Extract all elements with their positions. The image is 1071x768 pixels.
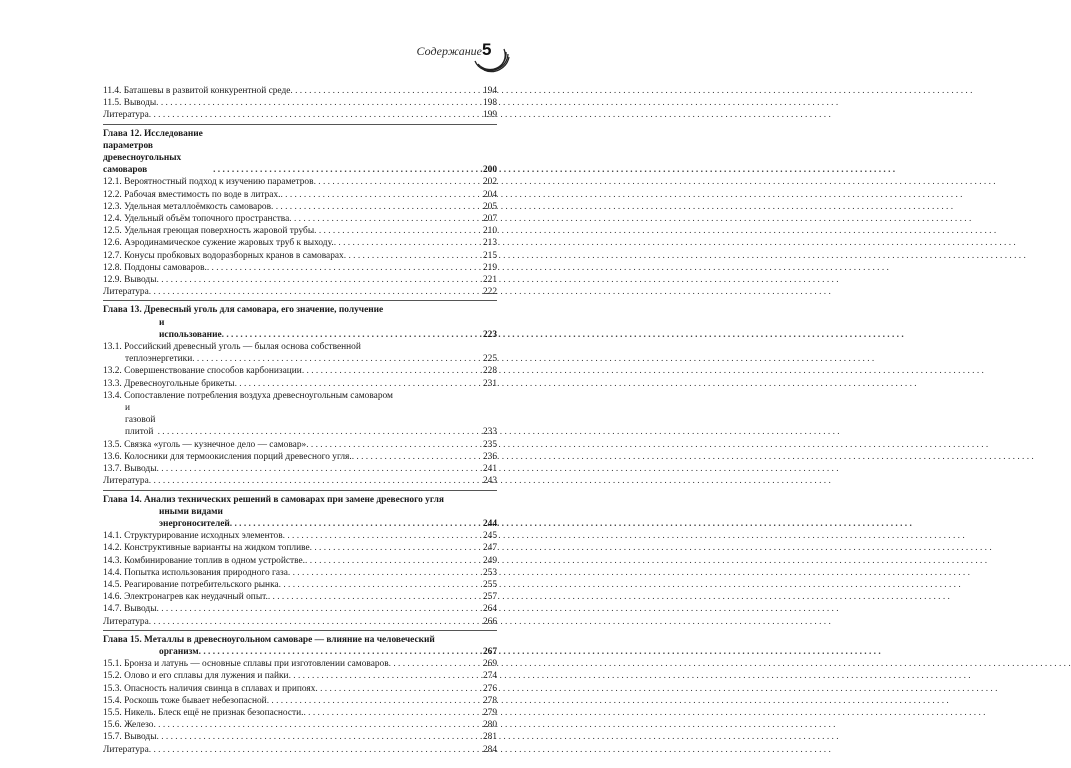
toc-entry-title: 13.7. Выводы (103, 464, 157, 475)
toc-entry-page: 215 (482, 250, 497, 261)
toc-entry-page: 199 (482, 110, 497, 121)
toc-entry[interactable] (103, 555, 497, 567)
toc-entry[interactable] (103, 286, 497, 298)
toc-leader (156, 97, 482, 109)
toc-entry-page: 247 (482, 543, 497, 554)
toc-chapter-title: Глава 12. Исследование параметров древесноугольных самоваров (103, 128, 203, 176)
toc-leader (213, 164, 482, 176)
toc-entry-title: 14.7. Выводы (103, 604, 157, 615)
toc-leader (280, 189, 481, 201)
toc-leader (222, 329, 482, 341)
chapter-divider (103, 490, 497, 491)
toc-leader (157, 274, 482, 286)
toc-entry-page: 202 (482, 177, 497, 188)
toc-entry-page: 213 (482, 238, 497, 249)
toc-leader (305, 555, 482, 567)
toc-entry[interactable] (103, 567, 497, 579)
toc-leader (192, 353, 482, 365)
toc-entry[interactable] (103, 731, 497, 743)
toc-leader (149, 475, 482, 487)
toc-entry-title: Литература (103, 616, 149, 627)
toc-leader (230, 518, 482, 530)
toc-entry-title: 13.3. Древесноугольные брикеты (103, 378, 235, 389)
chapter-divider (103, 300, 497, 301)
toc-entry-page: 257 (482, 592, 497, 603)
toc-entry-title-line1: 13.1. Российский древесный уголь — былая основа собственной (103, 342, 361, 353)
toc-entry[interactable] (103, 378, 497, 390)
toc-entry-page: 278 (482, 695, 497, 706)
toc-entry[interactable] (103, 213, 497, 225)
toc-entry[interactable] (103, 109, 497, 121)
toc-entry[interactable] (103, 707, 497, 719)
page-header (0, 0, 600, 80)
toc-entry[interactable] (103, 475, 497, 487)
toc-entry-title-line1: 13.4. Сопоставление потребления воздуха древесноугольным самоваром (103, 390, 393, 401)
toc-entry-title: Литература (103, 287, 149, 298)
toc-chapter-title-line1: Глава 13. Древесный уголь для самовара, его значение, получение (103, 305, 384, 316)
toc-entry-title: 12.8. Поддоны самоваров. (103, 262, 207, 273)
toc-entry[interactable] (103, 542, 497, 554)
toc-leader (207, 262, 482, 274)
toc-chapter-13[interactable] (103, 304, 497, 341)
toc-leader (389, 658, 482, 670)
toc-entry-title: 12.2. Рабочая вместимость по воде в литрах. (103, 189, 281, 200)
page-number-badge (470, 34, 510, 74)
toc-entry-title: 11.5. Выводы (103, 98, 157, 109)
toc-entry-title: 13.5. Связка «уголь — кузнечное дело — самовар» (103, 439, 307, 450)
toc-chapter-page: 223 (482, 329, 497, 340)
toc-leader (290, 85, 482, 97)
running-title: Содержание (416, 44, 482, 58)
toc-entry-title: Литература (103, 110, 149, 121)
toc-entry-page: 264 (482, 604, 497, 615)
toc-entry-page: 228 (482, 366, 497, 377)
toc-entry[interactable] (103, 189, 497, 201)
toc-entry-title: 15.2. Олово и его сплавы для лужения и пайки (103, 671, 289, 682)
table-of-contents (103, 85, 497, 756)
toc-entry-page: 274 (482, 671, 497, 682)
toc-entry-title: 12.5. Удельная греющая поверхность жаровой трубы (103, 226, 315, 237)
toc-leader (157, 463, 482, 475)
toc-entry-title: 12.4. Удельный объём топочного пространства (103, 214, 290, 225)
toc-leader (149, 616, 482, 628)
toc-entry[interactable] (103, 390, 497, 439)
toc-entry-title: 14.3. Комбинирование топлив в одном устройстве. (103, 555, 306, 566)
toc-leader (157, 731, 482, 743)
toc-entry[interactable] (103, 695, 497, 707)
toc-entry-page: 204 (482, 189, 497, 200)
toc-entry-page: 205 (482, 201, 497, 212)
toc-entry-title: 15.7. Выводы (103, 732, 157, 743)
toc-leader (279, 579, 482, 591)
toc-leader (157, 603, 482, 615)
toc-leader (158, 426, 482, 438)
toc-entry-page: 198 (482, 98, 497, 109)
toc-entry-page: 219 (482, 262, 497, 273)
toc-entry[interactable] (103, 658, 497, 670)
toc-entry[interactable] (103, 85, 497, 97)
toc-leader (288, 567, 482, 579)
toc-entry-title: 14.2. Конструктивные варианты на жидком топливе (103, 543, 310, 554)
toc-entry-title: 15.6. Железо (103, 720, 154, 731)
toc-entry-page: 243 (482, 476, 497, 487)
toc-chapter-title-line2: иными видами энергоносителей (159, 506, 230, 529)
toc-entry-title: 12.9. Выводы (103, 275, 157, 286)
toc-entry[interactable] (103, 262, 497, 274)
toc-entry[interactable] (103, 719, 497, 731)
toc-leader (271, 201, 482, 213)
toc-leader (344, 250, 482, 262)
toc-chapter-title-line2: и использование (159, 317, 222, 340)
toc-leader (302, 365, 482, 377)
toc-entry-page: 276 (482, 683, 497, 694)
toc-entry-title: 12.1. Вероятностный подход к изучению параметров (103, 177, 314, 188)
toc-entry-page: 269 (482, 659, 497, 670)
toc-entry-page: 284 (482, 744, 497, 755)
toc-entry-title: 11.4. Баташевы в развитой конкурентной среде (103, 86, 291, 96)
toc-entry[interactable] (103, 365, 497, 377)
toc-entry[interactable] (103, 616, 497, 628)
page-number: 5 (482, 40, 492, 59)
toc-entry[interactable] (103, 463, 497, 475)
toc-entry-page: 222 (482, 287, 497, 298)
toc-entry-page: 280 (482, 720, 497, 731)
toc-leader (149, 744, 482, 756)
toc-entry-title: 12.6. Аэродинамическое сужение жаровых труб к выходу. (103, 238, 334, 249)
toc-entry-page: 279 (482, 707, 497, 718)
toc-entry[interactable] (103, 341, 497, 365)
toc-entry[interactable] (103, 237, 497, 249)
toc-chapter-page: 200 (482, 165, 497, 176)
toc-leader (268, 591, 482, 603)
toc-chapter-15[interactable] (103, 634, 497, 658)
toc-entry-page: 249 (482, 555, 497, 566)
toc-leader (314, 176, 482, 188)
toc-entry[interactable] (103, 250, 497, 262)
toc-entry-page: 231 (482, 378, 497, 389)
toc-leader (283, 530, 482, 542)
toc-leader (235, 378, 482, 390)
toc-entry-title: 14.4. Попытка использования природного газа (103, 567, 288, 578)
toc-entry-page: 235 (482, 439, 497, 450)
toc-entry-page: 281 (482, 732, 497, 743)
toc-leader (153, 719, 481, 731)
toc-entry-title: 13.6. Колосники для термоокисления порций древесного угля. (103, 451, 352, 462)
toc-leader (289, 670, 482, 682)
toc-entry-page: 207 (482, 214, 497, 225)
toc-entry[interactable] (103, 176, 497, 188)
toc-entry[interactable] (103, 201, 497, 213)
toc-entry-title-line2: теплоэнергетики (125, 354, 193, 365)
chapter-divider (103, 124, 497, 125)
toc-entry-title: 15.5. Никель. Блеск ещё не признак безопасности. (103, 707, 304, 718)
toc-entry[interactable] (103, 591, 497, 603)
toc-leader (149, 109, 482, 121)
toc-leader (334, 237, 482, 249)
toc-entry-title: 15.4. Роскошь тоже бывает небезопасной (103, 695, 267, 706)
toc-entry-page: 245 (482, 531, 497, 542)
toc-entry-page: 221 (482, 275, 497, 286)
toc-entry-title: 13.2. Совершенствование способов карбонизации (103, 366, 302, 377)
toc-chapter-12[interactable] (103, 128, 497, 177)
toc-entry-title-line2: и газовой плитой (125, 403, 156, 438)
toc-entry-page: 210 (482, 226, 497, 237)
toc-entry-page: 253 (482, 567, 497, 578)
toc-entry[interactable] (103, 225, 497, 237)
toc-leader (267, 695, 482, 707)
toc-entry[interactable] (103, 274, 497, 286)
toc-leader (310, 542, 482, 554)
toc-leader (303, 707, 481, 719)
toc-chapter-page: 244 (482, 518, 497, 529)
toc-entry-title: 14.5. Реагирование потребительского рынка (103, 579, 279, 590)
toc-entry[interactable] (103, 439, 497, 451)
toc-entry-page: 233 (482, 427, 497, 438)
toc-entry-page: 255 (482, 579, 497, 590)
toc-leader (306, 439, 482, 451)
toc-entry-page: 194 (482, 86, 497, 96)
toc-chapter-page: 267 (482, 646, 497, 657)
toc-entry-title: 15.1. Бронза и латунь — основные сплавы при изготовлении самоваров (103, 659, 389, 670)
toc-entry[interactable] (103, 530, 497, 542)
toc-entry-title: 12.7. Конусы пробковых водоразборных кранов в самоварах (103, 250, 344, 261)
toc-chapter-title-line1: Глава 15. Металлы в древесноугольном самоваре — влияние на человеческий (103, 634, 435, 645)
toc-entry[interactable] (103, 579, 497, 591)
toc-chapter-14[interactable] (103, 494, 497, 531)
toc-entry-page: 236 (482, 451, 497, 462)
chapter-divider (103, 630, 497, 631)
toc-entry-title: 12.3. Удельная металлоёмкость самоваров (103, 201, 272, 212)
toc-chapter-title-line2: организм (159, 646, 199, 657)
toc-entry[interactable] (103, 603, 497, 615)
toc-entry-title: 14.1. Структурирование исходных элементов (103, 531, 283, 542)
toc-entry-title: Литература (103, 476, 149, 487)
toc-entry-page: 241 (482, 464, 497, 475)
toc-entry[interactable] (103, 451, 497, 463)
toc-leader (199, 646, 482, 658)
toc-leader (352, 451, 482, 463)
toc-entry[interactable] (103, 683, 497, 695)
toc-entry-title: 15.3. Опасность наличия свинца в сплавах и припоях (103, 683, 316, 694)
toc-entry-page: 225 (482, 354, 497, 365)
toc-entry[interactable] (103, 97, 497, 109)
toc-entry[interactable] (103, 670, 497, 682)
toc-entry-page: 266 (482, 616, 497, 627)
toc-leader (315, 683, 482, 695)
toc-entry-title: Литература (103, 744, 149, 755)
toc-leader (314, 225, 482, 237)
toc-leader (149, 286, 482, 298)
toc-entry-title: 14.6. Электронагрев как неудачный опыт. (103, 592, 268, 603)
toc-chapter-title-line1: Глава 14. Анализ технических решений в самоварах при замене древесного угля (103, 494, 444, 505)
toc-leader (289, 213, 482, 225)
toc-entry[interactable] (103, 744, 497, 756)
